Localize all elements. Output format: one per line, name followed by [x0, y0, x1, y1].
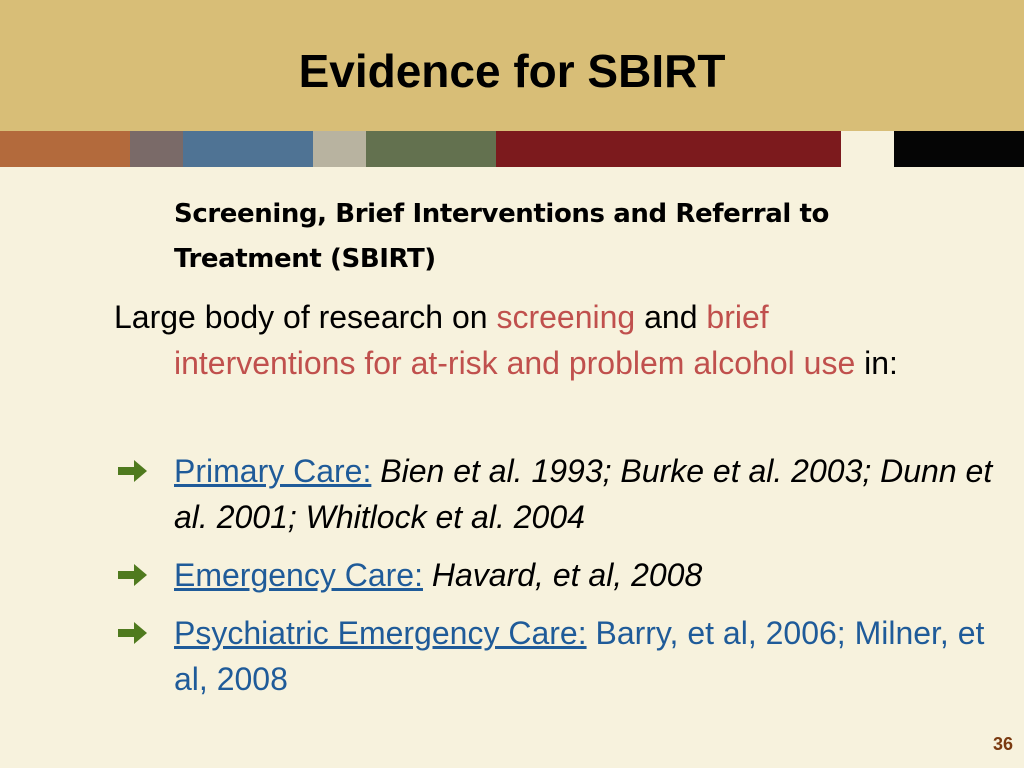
intro-paragraph — [114, 294, 974, 386]
color-stripes — [0, 131, 1024, 167]
arrow-right-icon — [114, 610, 150, 656]
intro-highlight-interventions: interventions for at-risk and problem alcohol use — [174, 345, 856, 381]
stripe-green — [366, 131, 496, 167]
list-item — [114, 552, 994, 598]
stripe-orange — [0, 131, 130, 167]
psychiatric-emergency-care-citation: Barry, et al, 2006; Milner, et al, 2008 — [174, 615, 985, 697]
arrow-right-icon — [114, 552, 150, 598]
arrow-right-icon — [114, 448, 150, 494]
title-bar — [0, 0, 1024, 131]
emergency-care-link[interactable]: Emergency Care: — [174, 557, 423, 593]
stripe-tan — [313, 131, 366, 167]
intro-text-2: and — [635, 299, 707, 335]
intro-text-1: Large body of research on — [114, 299, 497, 335]
stripe-mauve — [130, 131, 183, 167]
primary-care-link[interactable]: Primary Care: — [174, 453, 372, 489]
list-item — [114, 448, 994, 540]
intro-line-2 — [114, 340, 974, 386]
slide-title: Evidence for SBIRT — [298, 45, 726, 97]
intro-highlight-brief: brief — [706, 299, 769, 335]
list-item — [114, 610, 994, 702]
primary-care-citation: Bien et al. 1993; Burke et al. 2003; Dunn et al. 2001; Whitlock et al. 2004 — [174, 453, 993, 535]
emergency-care-citation: Havard, et al, 2008 — [431, 557, 703, 593]
evidence-list — [114, 448, 994, 714]
intro-text-3: in: — [855, 345, 898, 381]
page-number: 36 — [992, 734, 1013, 754]
slide-subtitle: Screening, Brief Interventions and Referral to Treatment (SBIRT) — [174, 199, 830, 274]
psychiatric-emergency-care-link[interactable]: Psychiatric Emergency Care: — [174, 615, 587, 651]
stripe-maroon — [496, 131, 841, 167]
intro-highlight-screening: screening — [496, 299, 636, 335]
stripe-blue — [183, 131, 313, 167]
stripe-black — [894, 131, 1024, 167]
